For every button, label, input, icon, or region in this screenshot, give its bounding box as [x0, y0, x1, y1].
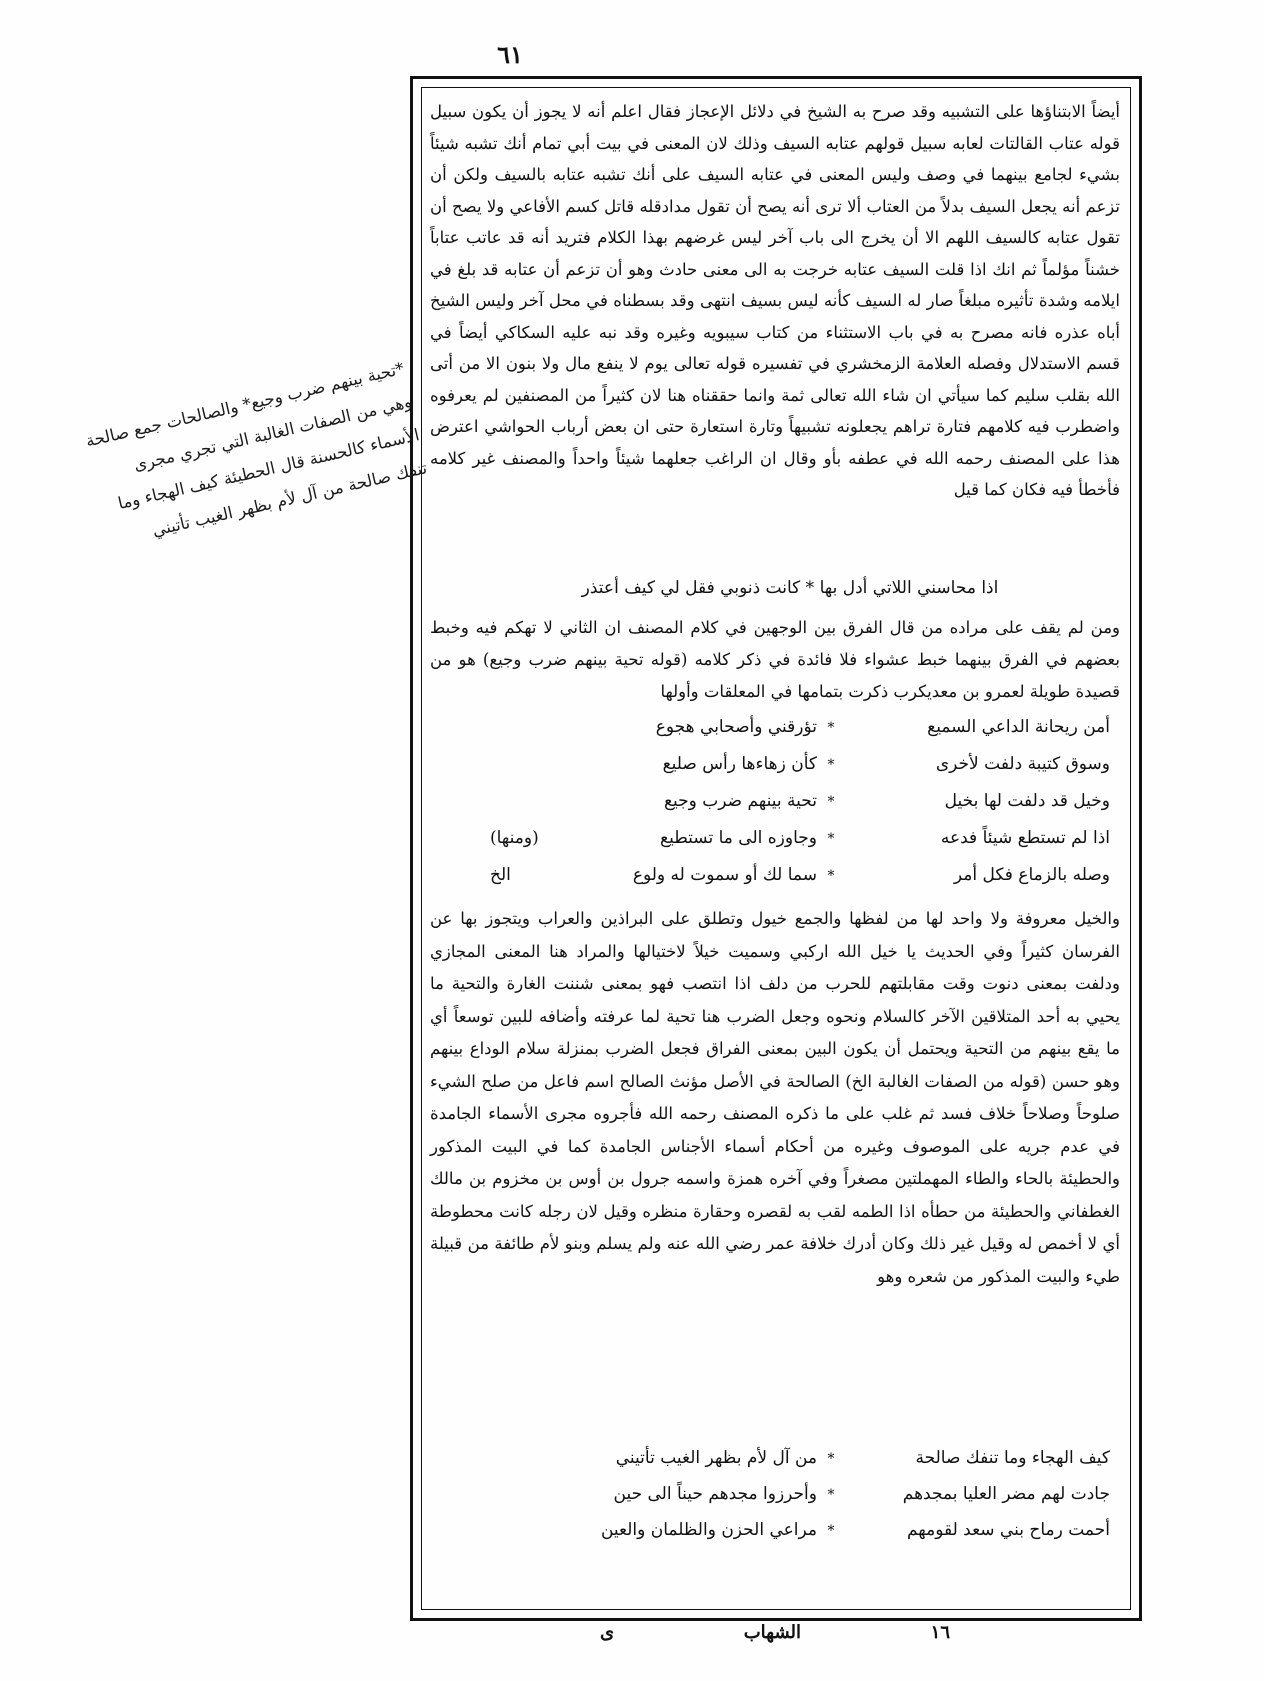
verse-hemistich-first: اذا لم تستطع شيئاً فدعه: [940, 828, 1110, 848]
verse-separator: *: [827, 868, 835, 884]
verse-hemistich-first: جادت لهم مضر العليا بمجدهم: [902, 1484, 1110, 1504]
verse-hemistich-second: وأحرزوا مجدهم حيناً الى حين: [613, 1484, 817, 1504]
verse-hemistich-second: تحية بينهم ضرب وجيع: [663, 791, 817, 811]
verse-note: الخ: [490, 865, 511, 885]
verse-separator: *: [827, 1523, 835, 1539]
verse-line: [470, 717, 1110, 754]
verse-separator: *: [827, 794, 835, 810]
volume-marker: ى: [600, 1622, 615, 1643]
signature-number: ١٦: [930, 1622, 950, 1643]
poem-verses-amr: [470, 717, 1110, 902]
main-text-paragraph-3: والخيل معروفة ولا واحد لها من لفظها والجمع خيول وتطلق على البراذين والعراب ويتجوز بها عن الفرسان كثيراً وفي الحديث يا خيل الله اركبي وسميت خيلاً لاختيالها والمراد هنا المعنى المجازي ودلفت بمعنى دنوت وقت مقابلتهم للحرب من دلف اذا انتصب فهو بمعنى شننت الغارة والتحية ما يحيي به أحد المتلاقين الآخر كالسلام ونحوه وجعل الضرب هنا تحية لما عرفته وأضافه للبين توسعاً أي ما يقع بينهم من التحية ويحتمل أن يكون البين بمعنى الفراق فجعل الضرب بمنزلة سلام الوداع بينهم وهو حسن (قوله من الصفات الغالبة الخ) الصالحة في الأصل مؤنث الصالح اسم فاعل من صلح الشيء صلوحاً وصلاحاً خلاف فسد ثم غلب على ما ذكره المصنف رحمه الله فأجروه مجرى الأسماء الجامدة في عدم جريه على الموصوف وغيره من أحكام أسماء الأجناس الجامدة كما في البيت المذكور والحطيئة بالحاء والطاء المهملتين مصغراً وفي آخره همزة واسمه جرول بن أوس بن مخزوم بن مالك الغطفاني والحطيئة من حطأه اذا الطمه لقب به لقصره وحقارة منظره وقيل لان رجله كانت محطوطة أي لا أخمص له وقيل غير ذلك وكان أدرك خلافة عمر رضي الله عنه ولم يسلم وبنو لأم طائفة من قبيلة طيء والبيت المذكور من شعره وهو: [430, 909, 1120, 1286]
poem-verses-hutayah: [470, 1448, 1110, 1556]
verse-note: (ومنها): [490, 828, 539, 848]
verse-line: [470, 1520, 1110, 1556]
verse-separator: *: [827, 757, 835, 773]
verse-separator: *: [827, 720, 835, 736]
book-name: الشهاب: [743, 1622, 802, 1643]
verse-hemistich-first: أمن ريحانة الداعي السميع: [927, 717, 1110, 737]
main-text-paragraph-2: ومن لم يقف على مراده من قال الفرق بين الوجهين في كلام المصنف ان الثاني لا تهكم فيه وخبط بعضهم في الفرق بينهما خبط عشواء فلا فائدة في ذكر كلامه (قوله تحية بينهم ضرب وجيع) هو من قصيدة طويلة لعمرو بن معديكرب ذكرت بتمامها في المعلقات وأولها: [430, 618, 1120, 701]
quoted-verse: اذا محاسني اللاتي أدل بها * كانت ذنوبي فقل لي كيف أعتذر: [581, 578, 999, 598]
verse-hemistich-second: كأن زهاءها رأس صليع: [662, 754, 817, 774]
page-number: ٦١: [497, 40, 523, 69]
verse-hemistich-second: وجاوزه الى ما تستطيع: [660, 828, 817, 848]
verse-hemistich-first: كيف الهجاء وما تنفك صالحة: [915, 1448, 1110, 1468]
verse-hemistich-first: أحمت رماح بني سعد لقومهم: [906, 1520, 1110, 1540]
verse-hemistich-first: وصله بالزماع فكل أمر: [953, 865, 1110, 885]
verse-hemistich-second: من آل لأم بظهر الغيب تأتيني: [615, 1448, 817, 1468]
verse-line: [470, 828, 1110, 865]
main-text-paragraph-1: أيضاً الابتناؤها على التشبيه وقد صرح به الشيخ في دلائل الإعجاز فقال اعلم أنه لا يجوز أن يكون سبيل قوله عتاب القالتات لعابه سبيل قولهم عتابه السيف وذلك لان المعنى في بيت أبي تمام أنك تشبه شيئاً بشيء لجامع بينهما في وصف وليس المعنى في عتابه السيف على أنك تشبه عتابه بالسيف ولكن أن تزعم أنه يجعل السيف بدلاً من العتاب ألا ترى أنه يصح أن تقول مدادقله قاتل كسم الأفاعي ولا يصح أن تقول عتابه كالسيف اللهم الا أن يخرج الى باب آخر ليس غرضهم بهذا الكلام فتريد أنه قد عاتب عتاباً خشناً مؤلماً ثم انك اذا قلت السيف عتابه خرجت به الى معنى حادث وهو أن تزعم أن عتابه قد بلغ في ايلامه وشدة تأثيره مبلغاً صار له السيف كأنه ليس بسيف انتهى وقد بسطناه في محل آخر وليس الشيخ أباه عذره فانه مصرح به في باب الاستثناء من كتاب سيبويه وغيره وقد نبه عليه السكاكي أيضاً في قسم الاستدلال وفصله العلامة الزمخشري في تفسيره قوله تعالى يوم لا ينفع مال ولا بنون الا من أتى الله بقلب سليم كما سيأتي ان شاء الله تعالى ثمة وانما حققناه هنا لان كثيراً من المصنفين لم يعرفوه واضطرب فيه كلامهم فتارة تراهم يجعلونه تشبيهاً وتارة استعارة حتى ان بعض أرباب الحواشي اعترض هذا على المصنف رحمه الله في عطفه بأو وقال ان الراغب جعلهما شيئاً واحداً والمصنف غير كلامه فأخطأ فيه فكان كما قيل: [430, 102, 1120, 499]
verse-hemistich-second: سما لك أو سموت له ولوع: [632, 865, 817, 885]
verse-separator: *: [827, 1487, 835, 1503]
verse-line: [470, 1448, 1110, 1484]
verse-line: [470, 865, 1110, 902]
verse-hemistich-second: مراعي الحزن والظلمان والعين: [600, 1520, 817, 1540]
verse-hemistich-first: وخيل قد دلفت لها بخيل: [944, 791, 1110, 811]
verse-separator: *: [827, 1451, 835, 1467]
verse-line: [470, 1484, 1110, 1520]
page-footer: [600, 1622, 950, 1643]
marginal-gloss: *تحية بينهم ضرب وجيع* والصالحات جمع صالحة وهي من الصفات الغالبة التي تجري مجرى الأسماء كالحسنة قال الحطيئة كيف الهجاء وما تنفك صالحة من آل لأم بظهر الغيب تأتيني: [83, 358, 429, 540]
verse-separator: *: [827, 831, 835, 847]
verse-hemistich-second: تؤرقني وأصحابي هجوع: [655, 717, 817, 737]
verse-line: [470, 754, 1110, 791]
verse-hemistich-first: وسوق كتيبة دلفت لأخرى: [935, 754, 1110, 774]
verse-line: [470, 791, 1110, 828]
